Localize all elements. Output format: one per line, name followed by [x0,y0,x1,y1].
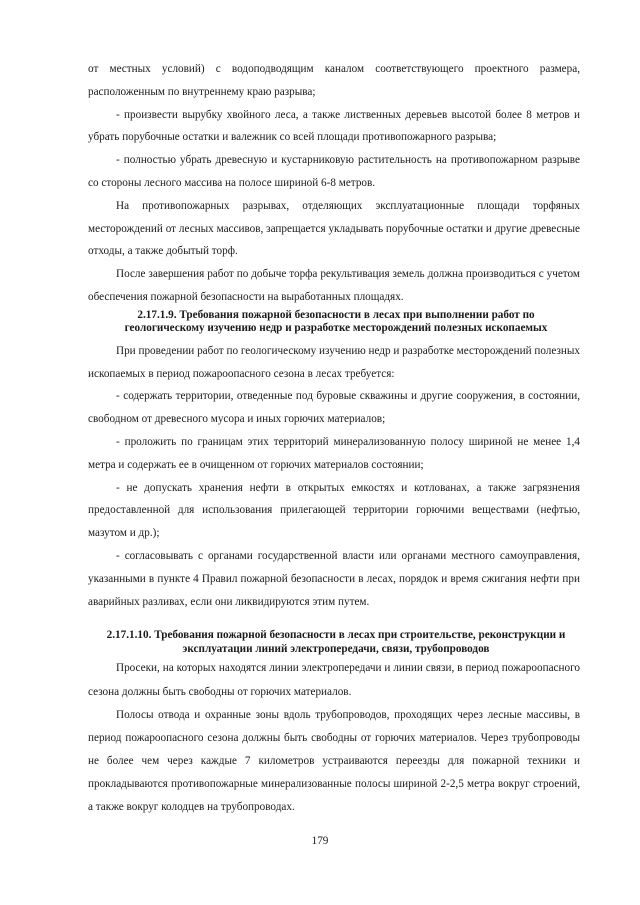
paragraph-list-item: - полностью убрать древесную и кустарниковую растительность на противопожарном разрыве со стороны лесного массива на полосе шириной 6-8 метров. [88,154,580,189]
document-page [88,58,580,818]
paragraph-list-item: - содержать территории, отведенные под буровые скважины и другие сооружения, в состоянии, свободном от древесного мусора и иных горючих материалов; [88,390,580,426]
paragraph: Полосы отвода и охранные зоны вдоль трубопроводов, проходящих через лесные массивы, в период пожароопасного сезона должны быть свободны от горючих материалов. Через трубопроводы не более чем через каждые 7 километров устраиваются переезды для пожарной техники и прокладываются противопожарные минерализованные полосы шириной 2-2,5 метра вокруг строений, а также вокруг колодцев на трубопроводах. [88,709,580,813]
paragraph-list-item: - произвести вырубку хвойного леса, а также лиственных деревьев высотой более 8 метров и убрать порубочные остатки и валежник со всей площади противопожарного разрыва; [88,108,580,144]
section-heading-2-17-1-10: 2.17.1.10. Требования пожарной безопасности в лесах при строительстве, реконструкции и эксплуатации линий электропередачи, связи, трубопроводов [106,629,566,655]
page-number: 179 [311,835,329,847]
section-heading-2-17-1-9: 2.17.1.9. Требования пожарной безопасности в лесах при выполнении работ по геологическому изучению недр и разработке месторождений полезных ископаемых [124,308,548,335]
paragraph-continuation: от местных условий) с водоподводящим каналом соответствующего проектного размера, расположенным по внутреннему краю разрыва; [88,63,580,98]
paragraph-list-item: - согласовывать с органами государственной власти или органами местного самоуправления, указанными в пункте 4 Правил пожарной безопасности в лесах, порядок и время сжигания нефти при аварийных разливах, если они ликвидируются этим путем. [88,549,580,608]
paragraph-list-item: - не допускать хранения нефти в открытых емкостях и котлованах, а также загрязнения предоставленной для использования прилегающей территории горючими веществами (нефтью, мазутом и др.); [88,481,580,540]
paragraph: На противопожарных разрывах, отделяющих эксплуатационные площади торфяных месторождений от лесных массивов, запрещается укладывать порубочные остатки и другие древесные отходы, а также добытый торф. [88,199,580,258]
paragraph-list-item: - проложить по границам этих территорий минерализованную полосу шириной не менее 1,4 метра и содержать ее в очищенном от горючих материалов состоянии; [88,435,580,471]
paragraph: После завершения работ по добыче торфа рекультивация земель должна производиться с учетом обеспечения пожарной безопасности на выработанных площадях. [88,268,580,303]
paragraph: При проведении работ по геологическому изучению недр и разработке месторождений полезных ископаемых в период пожароопасного сезона в лесах требуется: [88,344,580,380]
paragraph: Просеки, на которых находятся линии электропередачи и линии связи, в период пожароопасного сезона должны быть свободны от горючих материалов. [88,662,580,699]
